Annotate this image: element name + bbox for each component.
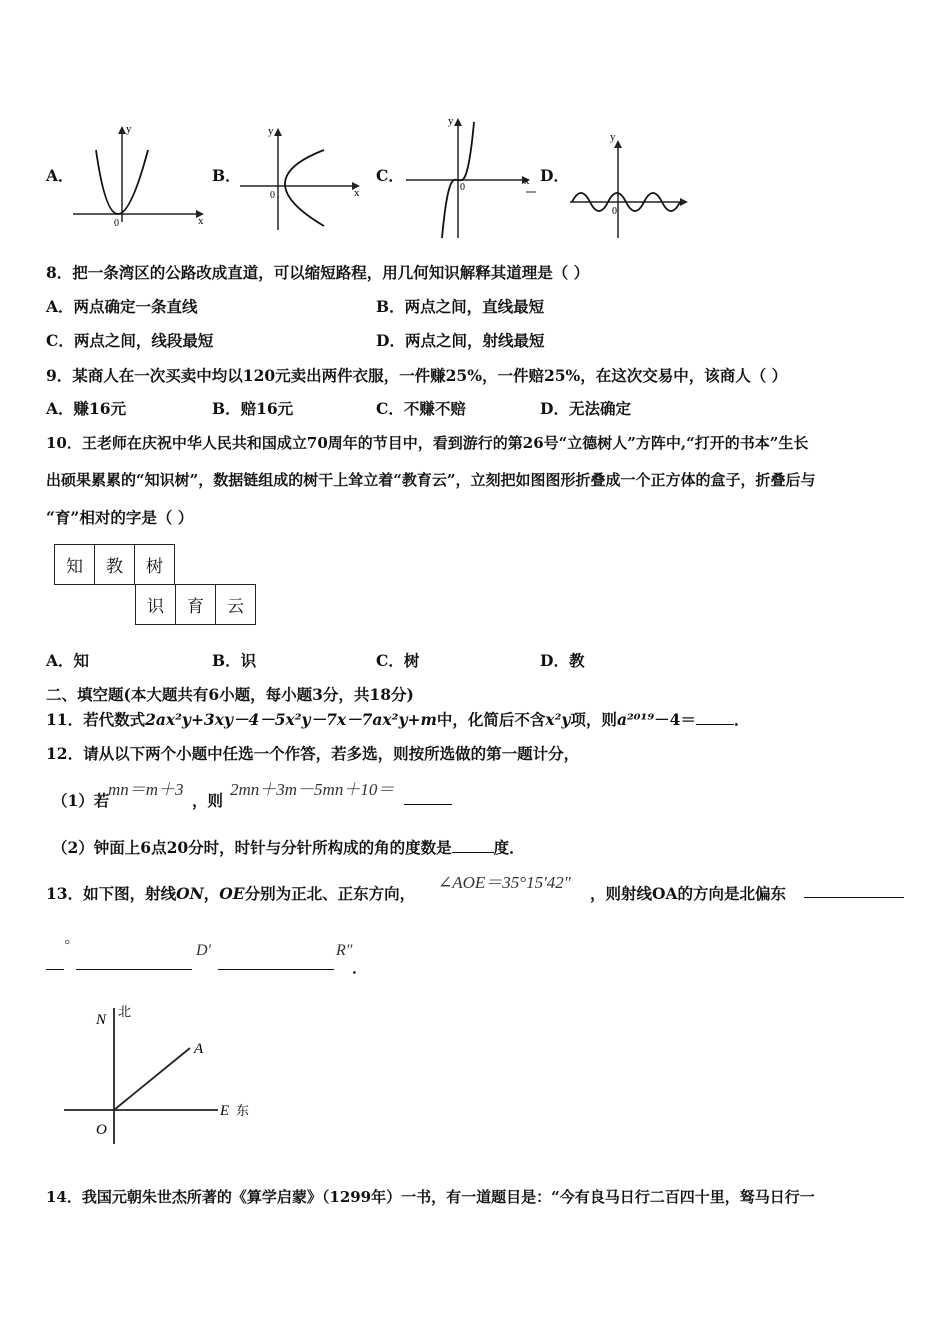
- option-d-label: D．: [540, 166, 569, 185]
- q13-prefix: 13．如下图，射线: [46, 884, 177, 903]
- graph-a-x-label: x: [198, 215, 204, 227]
- graph-b-curve: [285, 150, 324, 226]
- q11-mid: 中，化简后不含: [436, 710, 546, 729]
- label-east: 东: [236, 1103, 250, 1118]
- q13-degree-mark: °: [64, 938, 70, 953]
- net-cell-yun: 云: [216, 585, 256, 625]
- q14-stem: 14．我国元朝朱世杰所著的《算学启蒙》（1299年）一书，有一道题目是：“今有良马日行二百四十里，驽马日行一: [46, 1188, 815, 1206]
- q11-term: x²y: [545, 710, 571, 729]
- q12-part1-prefix: （1）若: [52, 791, 110, 810]
- graph-a-origin: 0: [114, 218, 119, 228]
- option-a-label: A．: [46, 166, 74, 185]
- q8-option-c: C．两点之间，线段最短: [46, 331, 214, 350]
- q10-option-c: C．树: [376, 651, 420, 670]
- q8-option-d: D．两点之间，射线最短: [376, 331, 545, 350]
- graph-b-origin: 0: [270, 190, 275, 201]
- net-cell-yu: 育: [176, 585, 216, 625]
- q10-stem-line2: 出硕果累累的“知识树”，数据链组成的树干上耸立着“教育云”，立刻把如图图形折叠成一个正方体的盒子，折叠后与: [46, 471, 816, 489]
- q12-part1-then: ，则: [192, 791, 224, 810]
- q9-stem: 9．某商人在一次买卖中均以120元卖出两件衣服，一件赚25%，一件赔25%，在这次交易中，该商人（ ）: [46, 366, 788, 385]
- graph-a-y-label: y: [126, 123, 132, 135]
- net-cell-jiao: 教: [95, 545, 135, 585]
- ray-oa: [114, 1048, 190, 1110]
- q13-minutes-blank[interactable]: [218, 955, 334, 970]
- graph-d-sine: [568, 128, 694, 242]
- q10-stem-line1: 10．王老师在庆祝中华人民共和国成立70周年的节目中，看到游行的第26号“立德树人”方阵中,“打开的书本”生长: [46, 434, 809, 452]
- q13-comma: ，: [203, 884, 220, 903]
- q13-angle: ∠AOE＝35°15′42″: [438, 873, 571, 892]
- q11-answer-blank[interactable]: [696, 710, 734, 725]
- q8-option-b: B．两点之间，直线最短: [376, 297, 545, 316]
- q10-option-b: B．识: [212, 651, 257, 670]
- q13-direction-figure: [60, 998, 270, 1150]
- graph-c-cubic: [402, 112, 544, 242]
- net-cell-shi: 识: [136, 585, 176, 625]
- q13-answer-blank-b[interactable]: [46, 955, 64, 970]
- q11-stem: [46, 708, 749, 730]
- net-cell-shu: 树: [135, 545, 175, 585]
- q10-option-a: A．知: [46, 651, 90, 670]
- q13-suffix: ，则射线OA的方向是北偏东: [590, 884, 787, 903]
- q12-part2-answer-blank[interactable]: [452, 838, 494, 853]
- label-a: A: [194, 1041, 204, 1057]
- q12-part2-suffix: 度．: [493, 838, 525, 857]
- q12-part1-condition: mn＝m＋3: [108, 780, 184, 799]
- label-n: N: [96, 1012, 107, 1028]
- q12-stem: 12．请从以下两个小题中任选一个作答，若多选，则按所选做的第一题计分，: [46, 744, 580, 763]
- net-cell-zhi: 知: [55, 545, 95, 585]
- cube-net-row2: [135, 584, 256, 625]
- q11-end: ．: [733, 710, 750, 729]
- q13-degrees-blank[interactable]: [76, 955, 192, 970]
- q9-option-a: A．赚16元: [46, 399, 127, 418]
- graph-d-origin: 0: [612, 206, 617, 217]
- q12-part1-expression: 2mn＋3m－5mn＋10＝: [230, 780, 395, 799]
- q11-prefix: 11．若代数式: [46, 710, 146, 729]
- q13-end: ．: [352, 958, 368, 977]
- q9-option-c: C．不赚不赔: [376, 399, 466, 418]
- q11-mid2: 项，则: [570, 710, 617, 729]
- q12-part1-answer-blank[interactable]: [404, 790, 452, 805]
- q13-answer-blank-a[interactable]: [804, 883, 904, 898]
- graph-b-sideways-parabola: [236, 122, 366, 234]
- q13-ray-on: ON: [176, 884, 204, 903]
- q9-option-d: D．无法确定: [540, 399, 631, 418]
- q12-part2: [52, 836, 525, 858]
- graph-c-x-label: x: [524, 175, 530, 187]
- q8-stem: 8．把一条湾区的公路改成直道，可以缩短路程，用几何知识解释其道理是（ ）: [46, 263, 590, 282]
- option-b-label: B．: [212, 166, 241, 185]
- q13-mid: 分别为正北、正东方向，: [244, 884, 416, 903]
- label-o: O: [96, 1122, 107, 1138]
- q11-power: a²⁰¹⁹: [616, 710, 655, 729]
- label-north: 北: [118, 1004, 132, 1019]
- q9-option-b: B．赔16元: [212, 399, 294, 418]
- graph-d-y-label: y: [610, 131, 616, 143]
- q11-suffix: －4＝: [654, 710, 696, 729]
- cube-net-row1: [54, 544, 175, 585]
- q10-option-d: D．教: [540, 651, 585, 670]
- q13-stem-start: [46, 882, 415, 904]
- graph-c-y-label: y: [448, 115, 454, 127]
- graph-a-parabola: [68, 118, 208, 228]
- q13-second-mark: R″: [336, 942, 353, 959]
- q11-expression: 2ax²y+3xy－4－5x²y－7x－7ax²y+m: [145, 710, 437, 729]
- q12-part2-prefix: （2）钟面上6点20分时，时针与分针所构成的角的度数是: [52, 838, 452, 857]
- graph-b-y-label: y: [268, 125, 274, 137]
- graph-b-x-label: x: [354, 187, 360, 199]
- q13-minute-mark: D′: [196, 942, 212, 959]
- q8-option-a: A．两点确定一条直线: [46, 297, 198, 316]
- label-e: E: [220, 1103, 230, 1119]
- q10-stem-line3: “育”相对的字是（ ）: [46, 508, 194, 527]
- graph-c-origin: 0: [460, 182, 465, 193]
- option-c-label: C．: [376, 166, 404, 185]
- section-2-title: 二、填空题(本大题共有6小题，每小题3分，共18分): [46, 685, 414, 704]
- q13-ray-oe: OE: [219, 884, 245, 903]
